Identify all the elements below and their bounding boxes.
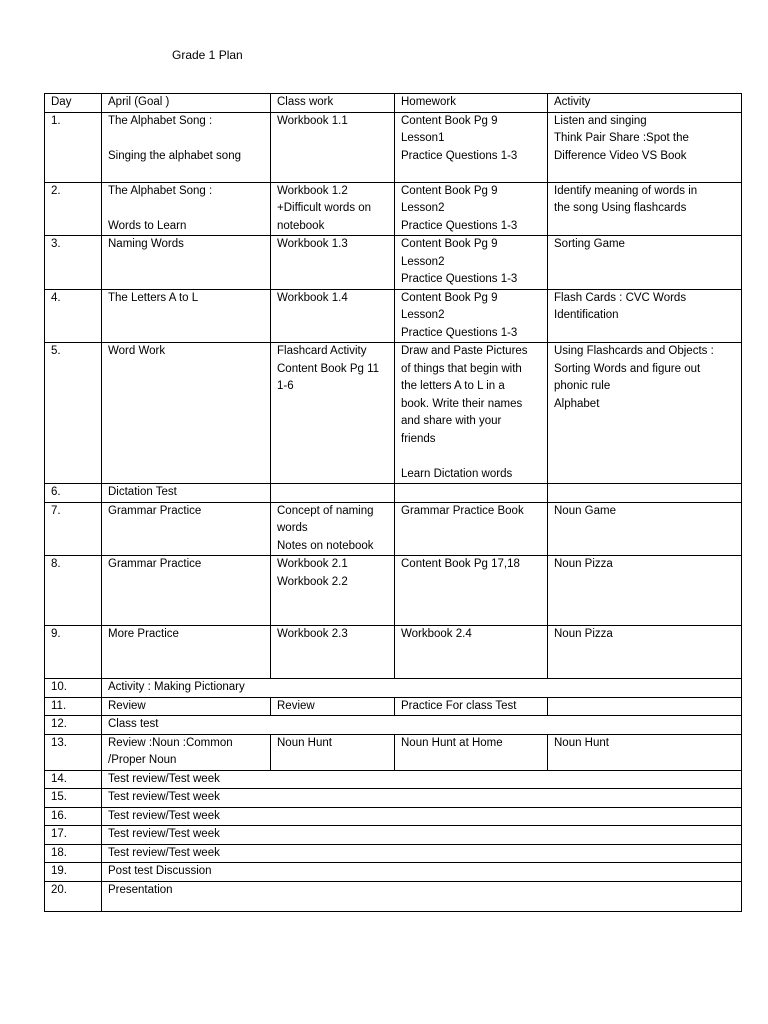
table-body — [45, 112, 742, 911]
cell-line: book. Write their names — [401, 397, 523, 410]
cell-line: Learn Dictation words — [401, 467, 513, 480]
cell-line: Flash Cards : CVC Words — [554, 291, 687, 304]
cell-line: Practice Questions 1-3 — [401, 149, 518, 162]
activity-cell — [548, 182, 742, 236]
day-cell: 13. — [45, 734, 102, 770]
classwork-cell — [271, 112, 395, 182]
activity-cell — [548, 236, 742, 290]
cell-line: Sorting Game — [554, 238, 625, 250]
cell-line: Review — [108, 699, 146, 712]
homework-cell — [395, 484, 548, 503]
merged-cell: Test review/Test week — [102, 826, 742, 845]
lesson-plan-table — [44, 93, 742, 912]
table-row — [45, 182, 742, 236]
day-cell: 6. — [45, 484, 102, 503]
header-day: Day — [45, 94, 102, 113]
cell-line: Naming Words — [108, 238, 184, 250]
homework-cell — [395, 697, 548, 716]
cell-line: +Difficult words on — [277, 202, 372, 214]
blank-line — [108, 130, 264, 148]
cell-line: Dictation Test — [108, 486, 177, 498]
homework-cell — [395, 626, 548, 679]
cell-line: Content Book Pg 11 — [277, 362, 380, 375]
cell-line: Sorting Words and figure out — [554, 362, 701, 375]
goal-cell — [102, 112, 271, 182]
table-row — [45, 789, 742, 808]
cell-line: Lesson2 — [401, 309, 445, 321]
day-cell: 15. — [45, 789, 102, 808]
cell-line: Content Book Pg 9 — [401, 184, 498, 197]
classwork-cell — [271, 556, 395, 626]
activity-cell — [548, 556, 742, 626]
day-cell: 1. — [45, 112, 102, 182]
homework-cell — [395, 556, 548, 626]
blank-line — [401, 448, 541, 466]
cell-line: and share with your — [401, 415, 502, 427]
day-cell: 19. — [45, 863, 102, 882]
table-row — [45, 502, 742, 556]
goal-cell — [102, 484, 271, 503]
day-cell: 4. — [45, 289, 102, 343]
cell-line: Review — [277, 699, 315, 712]
cell-line: Content Book Pg 9 — [401, 238, 498, 250]
activity-cell — [548, 626, 742, 679]
table-row — [45, 697, 742, 716]
cell-line: The Alphabet Song : — [108, 114, 213, 127]
cell-line: Review :Noun :Common — [108, 736, 233, 749]
table-row — [45, 734, 742, 770]
day-cell: 2. — [45, 182, 102, 236]
merged-cell: Post test Discussion — [102, 863, 742, 882]
homework-cell — [395, 236, 548, 290]
cell-line: Lesson2 — [401, 202, 445, 214]
cell-line: Concept of naming — [277, 504, 374, 517]
table-row — [45, 679, 742, 698]
cell-line: Noun Pizza — [554, 628, 613, 640]
cell-line: Workbook 2.4 — [401, 628, 472, 640]
table-row — [45, 484, 742, 503]
classwork-cell — [271, 236, 395, 290]
merged-cell: Test review/Test week — [102, 844, 742, 863]
table-row — [45, 112, 742, 182]
cell-line: Grammar Practice Book — [401, 504, 524, 517]
merged-cell: Test review/Test week — [102, 807, 742, 826]
cell-line: Using Flashcards and Objects : — [554, 345, 714, 357]
activity-cell — [548, 734, 742, 770]
cell-line: Lesson1 — [401, 132, 445, 144]
cell-line: Difference Video VS Book — [554, 149, 687, 162]
header-activity: Activity — [548, 94, 742, 113]
cell-line: words — [277, 522, 308, 534]
homework-cell — [395, 734, 548, 770]
cell-line: Singing the alphabet song — [108, 149, 241, 162]
cell-line: Workbook 2.3 — [277, 628, 348, 640]
merged-cell: Test review/Test week — [102, 770, 742, 789]
goal-cell — [102, 236, 271, 290]
header-classwork: Class work — [271, 94, 395, 113]
activity-cell — [548, 484, 742, 503]
day-cell: 5. — [45, 343, 102, 484]
goal-cell — [102, 697, 271, 716]
table-row — [45, 770, 742, 789]
cell-line: Identify meaning of words in — [554, 184, 698, 197]
homework-cell — [395, 112, 548, 182]
cell-line: 1-6 — [277, 380, 294, 392]
cell-line: Workbook 1.1 — [277, 114, 348, 127]
merged-cell: Test review/Test week — [102, 789, 742, 808]
classwork-cell — [271, 484, 395, 503]
cell-line: Think Pair Share :Spot the — [554, 132, 689, 144]
day-cell: 10. — [45, 679, 102, 698]
cell-line: Words to Learn — [108, 219, 187, 232]
cell-line: Workbook 1.3 — [277, 238, 348, 250]
goal-cell — [102, 343, 271, 484]
goal-cell — [102, 556, 271, 626]
cell-line: notebook — [277, 219, 325, 232]
activity-cell — [548, 502, 742, 556]
classwork-cell — [271, 289, 395, 343]
homework-cell — [395, 289, 548, 343]
merged-cell: Activity : Making Pictionary — [102, 679, 742, 698]
table-row — [45, 881, 742, 911]
homework-cell — [395, 182, 548, 236]
activity-cell — [548, 343, 742, 484]
table-row — [45, 236, 742, 290]
cell-line: Draw and Paste Pictures — [401, 345, 528, 357]
cell-line: Notes on notebook — [277, 539, 374, 552]
classwork-cell — [271, 697, 395, 716]
cell-line: Practice Questions 1-3 — [401, 273, 518, 285]
table-row — [45, 556, 742, 626]
cell-line: Content Book Pg 17,18 — [401, 558, 520, 570]
header-row — [45, 94, 742, 113]
cell-line: The Letters A to L — [108, 291, 199, 304]
day-cell: 3. — [45, 236, 102, 290]
cell-line: Noun Hunt — [554, 736, 609, 749]
cell-line: Listen and singing — [554, 114, 647, 127]
activity-cell — [548, 112, 742, 182]
blank-line — [108, 200, 264, 218]
header-homework: Homework — [395, 94, 548, 113]
cell-line: Noun Game — [554, 504, 617, 517]
table-row — [45, 626, 742, 679]
cell-line: Noun Pizza — [554, 558, 613, 570]
day-cell: 17. — [45, 826, 102, 845]
table-row — [45, 343, 742, 484]
table-row — [45, 716, 742, 735]
cell-line: Alphabet — [554, 397, 600, 410]
cell-line: Identification — [554, 309, 619, 321]
day-cell: 20. — [45, 881, 102, 911]
classwork-cell — [271, 734, 395, 770]
cell-line: Lesson2 — [401, 255, 445, 268]
merged-cell: Presentation — [102, 881, 742, 911]
table-row — [45, 807, 742, 826]
header-goal: April (Goal ) — [102, 94, 271, 113]
activity-cell — [548, 697, 742, 716]
classwork-cell — [271, 343, 395, 484]
day-cell: 11. — [45, 697, 102, 716]
document-title: Grade 1 Plan — [172, 48, 243, 62]
cell-line: More Practice — [108, 628, 179, 640]
cell-line: Flashcard Activity — [277, 345, 367, 357]
cell-line: the letters A to L in a — [401, 380, 505, 392]
day-cell: 14. — [45, 770, 102, 789]
goal-cell — [102, 626, 271, 679]
merged-cell: Class test — [102, 716, 742, 735]
cell-line: Word Work — [108, 345, 166, 357]
cell-line: phonic rule — [554, 380, 611, 392]
cell-line: Content Book Pg 9 — [401, 291, 498, 304]
homework-cell — [395, 502, 548, 556]
cell-line: Practice Questions 1-3 — [401, 219, 518, 232]
cell-line: Practice Questions 1-3 — [401, 326, 518, 339]
day-cell: 7. — [45, 502, 102, 556]
cell-line: Noun Hunt at Home — [401, 736, 503, 749]
cell-line: The Alphabet Song : — [108, 184, 213, 197]
cell-line: Grammar Practice — [108, 504, 202, 517]
day-cell: 9. — [45, 626, 102, 679]
goal-cell — [102, 734, 271, 770]
cell-line: /Proper Noun — [108, 754, 177, 766]
cell-line: Workbook 2.2 — [277, 575, 348, 588]
table-row — [45, 863, 742, 882]
classwork-cell — [271, 626, 395, 679]
cell-line: the song Using flashcards — [554, 202, 687, 214]
cell-line: friends — [401, 432, 436, 445]
cell-line: Practice For class Test — [401, 699, 517, 712]
classwork-cell — [271, 182, 395, 236]
cell-line: Workbook 1.4 — [277, 291, 348, 304]
day-cell: 16. — [45, 807, 102, 826]
cell-line: of things that begin with — [401, 362, 522, 375]
cell-line: Noun Hunt — [277, 736, 332, 749]
table-row — [45, 844, 742, 863]
goal-cell — [102, 289, 271, 343]
day-cell: 12. — [45, 716, 102, 735]
table-row — [45, 826, 742, 845]
goal-cell — [102, 182, 271, 236]
cell-line: Grammar Practice — [108, 558, 202, 570]
cell-line: Workbook 1.2 — [277, 184, 348, 197]
cell-line: Workbook 2.1 — [277, 558, 348, 570]
goal-cell — [102, 502, 271, 556]
homework-cell — [395, 343, 548, 484]
activity-cell — [548, 289, 742, 343]
cell-line: Content Book Pg 9 — [401, 114, 498, 127]
table-row — [45, 289, 742, 343]
day-cell: 18. — [45, 844, 102, 863]
day-cell: 8. — [45, 556, 102, 626]
classwork-cell — [271, 502, 395, 556]
